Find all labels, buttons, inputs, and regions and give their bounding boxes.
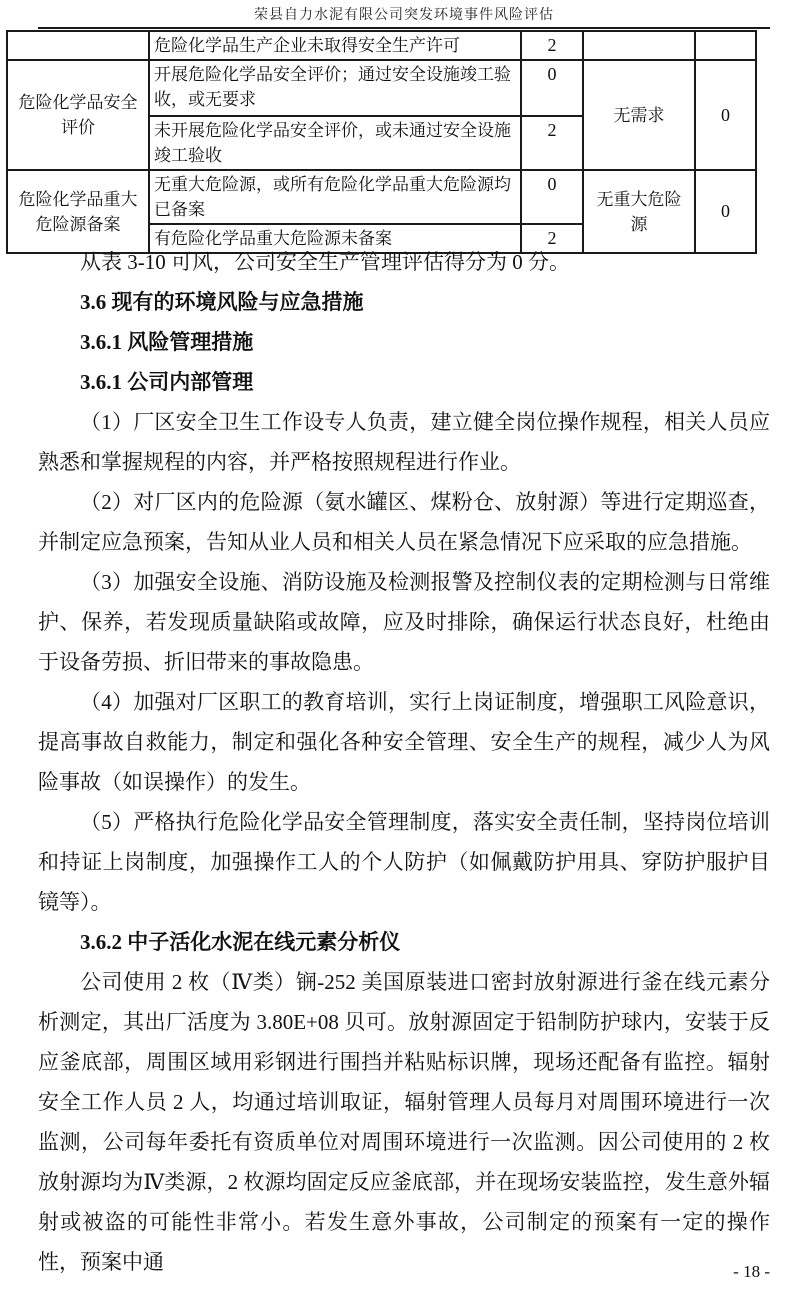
paragraph-item-3: （3）加强安全设施、消防设施及检测报警及控制仪表的定期检测与日常维护、保养，若发现质量缺陷或故障，应及时排除，确保运行状态良好，杜绝由于设备劳损、折旧带来的事故隐患。 (38, 570, 770, 674)
cell-company-status: 无需求 (583, 60, 695, 170)
cell-criterion-score: 2 (521, 224, 583, 253)
heading-3-6: 3.6 现有的环境风险与应急措施 (80, 290, 364, 314)
cell-criterion: 无重大危险源，或所有危险化学品重大危险源均已备案 (149, 170, 521, 224)
cell-company-status: 无重大危险 源 (583, 170, 695, 253)
cell-company-score (695, 31, 756, 60)
cell-criterion-score: 2 (521, 31, 583, 60)
cell-criterion-score: 2 (521, 116, 583, 170)
table-row (7, 60, 756, 116)
safety-production-assessment-table (6, 30, 757, 254)
paragraph-table-conclusion: 从表 3-10 可风，公司安全生产管理评估得分为 0 分。 (80, 250, 570, 274)
table-row (7, 170, 756, 224)
heading-3-6-2-analyzer: 3.6.2 中子活化水泥在线元素分析仪 (80, 930, 401, 954)
paragraph-item-1: （1）厂区安全卫生工作设专人负责，建立健全岗位操作规程，相关人员应熟悉和掌握规程的内容，并严格按照规程进行作业。 (38, 410, 770, 474)
running-header-title: 荣县自力水泥有限公司突发环境事件风险评估 (38, 4, 770, 29)
cell-criterion: 开展危险化学品安全评价；通过安全设施竣工验收，或无要求 (149, 60, 521, 116)
heading-3-6-1-risk-measures: 3.6.1 风险管理措施 (80, 330, 254, 354)
document-body (38, 242, 770, 1282)
cell-company-score: 0 (695, 60, 756, 170)
cell-criterion: 有危险化学品重大危险源未备案 (149, 224, 521, 253)
cell-criterion: 危险化学品生产企业未取得安全生产许可 (149, 31, 521, 60)
paragraph-item-2: （2）对厂区内的危险源（氨水罐区、煤粉仓、放射源）等进行定期巡查，并制定应急预案，告知从业人员和相关人员在紧急情况下应采取的应急措施。 (38, 490, 770, 554)
cell-company-status (583, 31, 695, 60)
cell-criterion-score: 0 (521, 60, 583, 116)
heading-3-6-1-internal-mgmt: 3.6.1 公司内部管理 (80, 370, 254, 394)
cell-category-empty (7, 31, 149, 60)
paragraph-item-4: （4）加强对厂区职工的教育培训，实行上岗证制度，增强职工风险意识，提高事故自救能力，制定和强化各种安全管理、安全生产的规程，减少人为风险事故（如误操作）的发生。 (38, 690, 770, 794)
cell-category-safety-evaluation: 危险化学品安全评价 (7, 60, 149, 170)
cell-criterion-score: 0 (521, 170, 583, 224)
cell-criterion: 未开展危险化学品安全评价，或未通过安全设施竣工验收 (149, 116, 521, 170)
table-row (7, 31, 756, 60)
cell-category-major-hazard-filing: 危险化学品重大危险源备案 (7, 170, 149, 253)
paragraph-item-5: （5）严格执行危险化学品安全管理制度，落实安全责任制，坚持岗位培训和持证上岗制度，加强操作工人的个人防护（如佩戴防护用具、穿防护服护目镜等）。 (38, 810, 770, 914)
cell-company-score: 0 (695, 170, 756, 253)
page-number: - 18 - (733, 1262, 770, 1281)
paragraph-analyzer-detail: 公司使用 2 枚（Ⅳ类）锎-252 美国原装进口密封放射源进行釜在线元素分析测定，其出厂活度为 3.80E+08 贝可。放射源固定于铅制防护球内，安装于反应釜底部，周围区域用彩钢进行围挡并粘贴标识牌，现场还配备有监控。辐射安全工作人员 2 人，均通过培训取证，辐射管理人员每月对周围环境进行一次监测，公司每年委托有资质单位对周围环境进行一次监测。因公司使用的 2 枚放射源均为Ⅳ类源，2 枚源均固定反应釜底部，并在现场安装监控，发生意外辐射或被盗的可能性非常小。若发生意外事故，公司制定的预案有一定的操作性，预案中通 (38, 970, 770, 1274)
